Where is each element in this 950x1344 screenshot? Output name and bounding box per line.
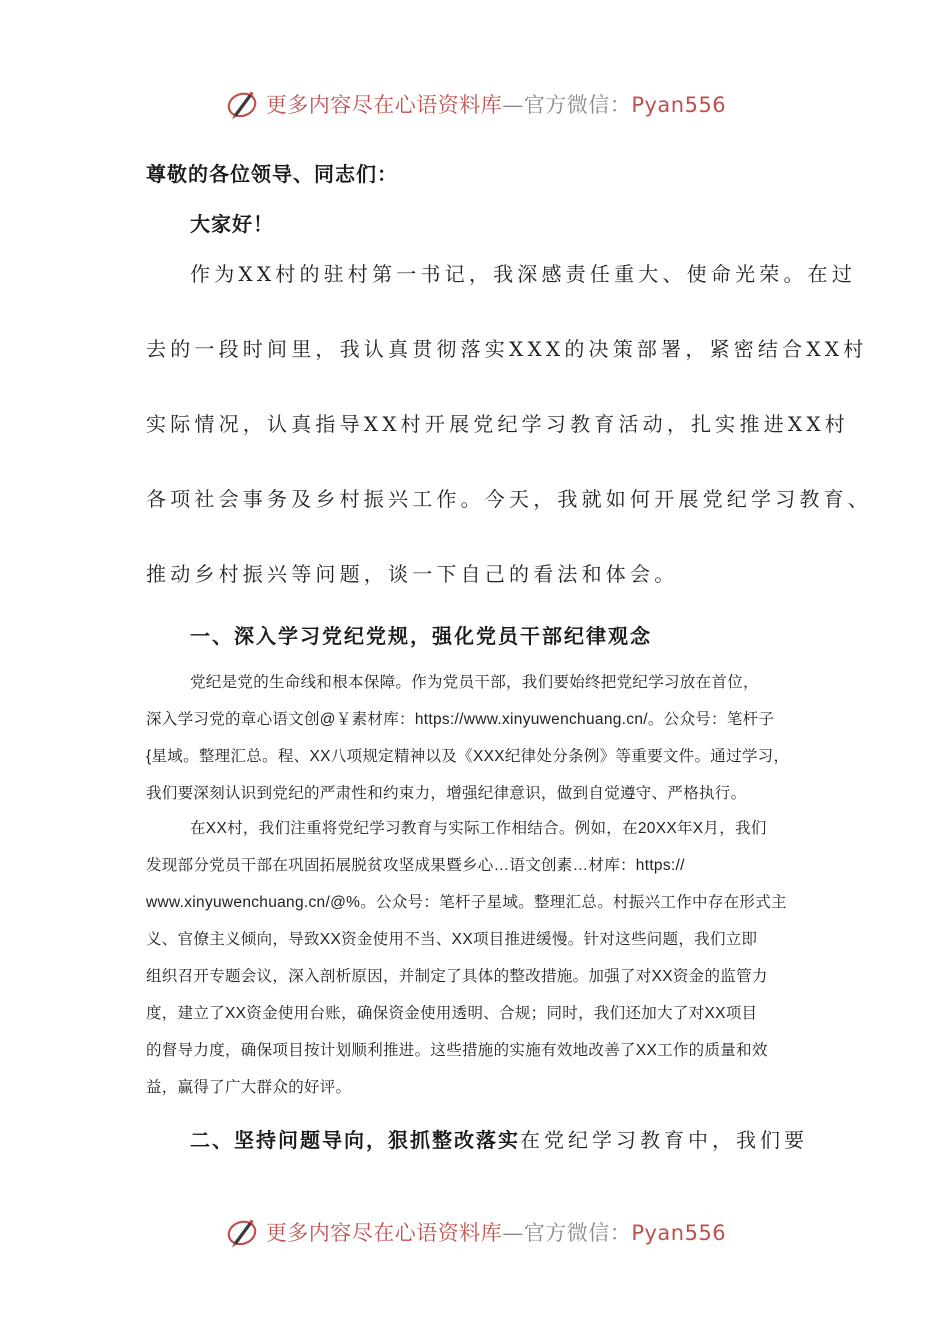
intro-line: 推动乡村振兴等问题，谈一下自己的看法和体会。 <box>146 562 679 586</box>
para2-line: 的督导力度，确保项目按计划顺利推进。这些措施的实施有效地改善了XX工作的质量和效 <box>146 1042 768 1059</box>
banner-wechat-id: Pyan556 <box>631 1221 727 1245</box>
pen-logo-icon <box>224 86 260 122</box>
banner-part2: —官方微信： <box>502 93 632 117</box>
para2-line: www.xinyuwenchuang.cn/@%。公众号：笔杆子星域。整理汇总。村振兴工作中存在形式主 <box>146 894 787 911</box>
intro-line: 去的一段时间里，我认真贯彻落实XXX的决策部署，紧密结合XX村 <box>146 337 868 361</box>
banner-text <box>266 1217 726 1247</box>
salutation: 尊敬的各位领导、同志们： <box>146 162 398 186</box>
header-banner <box>0 84 950 124</box>
banner-text <box>266 89 726 119</box>
section2-line <box>190 1124 808 1153</box>
greeting: 大家好！ <box>190 212 274 236</box>
pen-logo-icon <box>224 1214 260 1250</box>
para2-line: 组织召开专题会议，深入剖析原因，并制定了具体的整改措施。加强了对XX资金的监管力 <box>146 968 768 985</box>
para2-line: 在XX村，我们注重将党纪学习教育与实际工作相结合。例如，在20XX年X月，我们 <box>190 820 767 837</box>
intro-line: 实际情况，认真指导XX村开展党纪学习教育活动，扎实推进XX村 <box>146 412 849 436</box>
footer-banner <box>0 1212 950 1252</box>
intro-line: 各项社会事务及乡村振兴工作。今天，我就如何开展党纪学习教育、 <box>146 487 872 511</box>
section-heading: 二、坚持问题导向，狠抓整改落实 <box>190 1128 520 1152</box>
section2-tail: 在党纪学习教育中，我们要 <box>520 1128 808 1152</box>
banner-part2: —官方微信： <box>502 1221 632 1245</box>
banner-part1: 更多内容尽在心语资料库 <box>265 93 503 117</box>
para2-line: 度，建立了XX资金使用台账，确保资金使用透明、合规；同时，我们还加大了对XX项目 <box>146 1005 758 1022</box>
para1-line: 党纪是党的生命线和根本保障。作为党员干部，我们要始终把党纪学习放在首位， <box>190 674 759 691</box>
section-heading: 一、深入学习党纪党规，强化党员干部纪律观念 <box>190 624 652 648</box>
banner-part1: 更多内容尽在心语资料库 <box>265 1221 503 1245</box>
intro-line: 作为XX村的驻村第一书记，我深感责任重大、使命光荣。在过 <box>190 262 857 286</box>
para1-line: {星域。整理汇总。程、XX八项规定精神以及《XXX纪律处分条例》等重要文件。通过学习， <box>146 748 790 765</box>
para2-line: 益，赢得了广大群众的好评。 <box>146 1079 352 1096</box>
para2-line: 义、官僚主义倾向，导致XX资金使用不当、XX项目推进缓慢。针对这些问题，我们立即 <box>146 931 758 948</box>
banner-wechat-id: Pyan556 <box>631 93 727 117</box>
para2-line: 发现部分党员干部在巩固拓展脱贫攻坚成果暨乡心…语文创素…材库：https:// <box>146 857 685 874</box>
para1-line: 我们要深刻认识到党纪的严肃性和约束力，增强纪律意识，做到自觉遵守、严格执行。 <box>146 785 747 802</box>
para1-line: 深入学习党的章心语文创@￥素材库：https://www.xinyuwenchuang.cn/。公众号：笔杆子 <box>146 711 775 728</box>
